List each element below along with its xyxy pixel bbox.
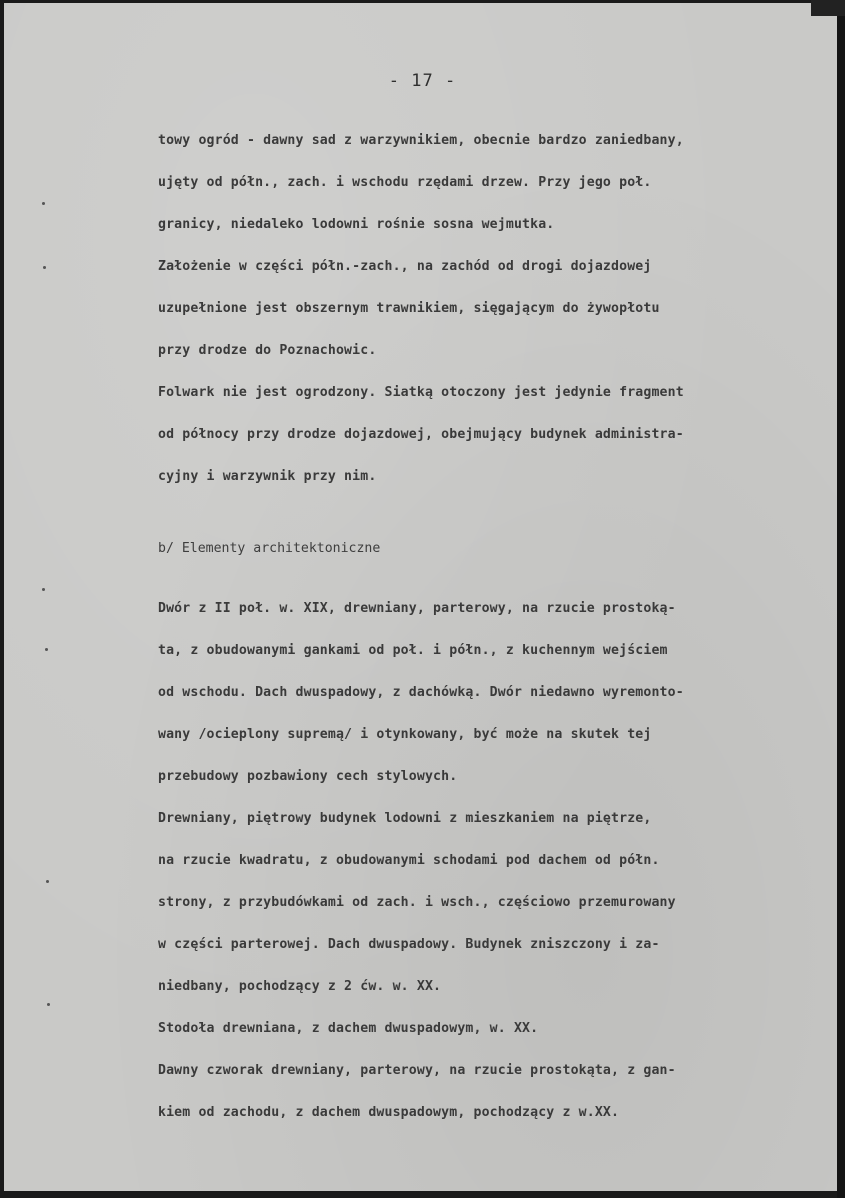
margin-dot bbox=[42, 202, 45, 205]
margin-dot bbox=[42, 588, 45, 591]
margin-dot bbox=[45, 648, 48, 651]
text-line: Folwark nie jest ogrodzony. Siatką otoczony jest jedynie fragment bbox=[158, 385, 684, 400]
text-line: Dwór z II poł. w. XIX, drewniany, parterowy, na rzucie prostoką- bbox=[158, 601, 676, 616]
text-line: Założenie w części półn.-zach., na zachód od drogi dojazdowej bbox=[158, 259, 652, 274]
scan-edge bbox=[837, 0, 845, 1198]
text-line: Dawny czworak drewniany, parterowy, na rzucie prostokąta, z gan- bbox=[158, 1063, 676, 1078]
text-line: od wschodu. Dach dwuspadowy, z dachówką. Dwór niedawno wyremonto- bbox=[158, 685, 684, 700]
margin-dot bbox=[46, 880, 49, 883]
text-line: przebudowy pozbawiony cech stylowych. bbox=[158, 769, 458, 784]
margin-dot bbox=[43, 266, 46, 269]
text-line: ta, z obudowanymi gankami od poł. i półn., z kuchennym wejściem bbox=[158, 643, 668, 658]
text-line: ujęty od półn., zach. i wschodu rzędami drzew. Przy jego poł. bbox=[158, 175, 652, 190]
scan-corner bbox=[811, 0, 845, 16]
section-1-text bbox=[158, 131, 838, 509]
text-line: towy ogród - dawny sad z warzywnikiem, obecnie bardzo zaniedbany, bbox=[158, 133, 684, 148]
text-line: strony, z przybudówkami od zach. i wsch., częściowo przemurowany bbox=[158, 895, 676, 910]
text-line: na rzucie kwadratu, z obudowanymi schodami pod dachem od półn. bbox=[158, 853, 660, 868]
page-number: - 17 - bbox=[388, 71, 457, 91]
margin-dot bbox=[47, 1003, 50, 1006]
text-line: wany /ocieplony supremą/ i otynkowany, być może na skutek tej bbox=[158, 727, 652, 742]
text-line: uzupełnione jest obszernym trawnikiem, sięgającym do żywopłotu bbox=[158, 301, 660, 316]
text-line: w części parterowej. Dach dwuspadowy. Budynek zniszczony i za- bbox=[158, 937, 660, 952]
text-line: przy drodze do Poznachowic. bbox=[158, 343, 377, 358]
text-line: od północy przy drodze dojazdowej, obejmujący budynek administra- bbox=[158, 427, 684, 442]
text-line: granicy, niedaleko lodowni rośnie sosna wejmutka. bbox=[158, 217, 555, 232]
text-line: kiem od zachodu, z dachem dwuspadowym, pochodzący z w.XX. bbox=[158, 1105, 620, 1120]
text-line: Stodoła drewniana, z dachem dwuspadowym, w. XX. bbox=[158, 1021, 539, 1036]
text-line: niedbany, pochodzący z 2 ćw. w. XX. bbox=[158, 979, 442, 994]
section-2-text bbox=[158, 599, 838, 1145]
section-heading: b/ Elementy architektoniczne bbox=[158, 541, 381, 556]
text-line: cyjny i warzywnik przy nim. bbox=[158, 469, 377, 484]
text-line: Drewniany, piętrowy budynek lodowni z mieszkaniem na piętrze, bbox=[158, 811, 652, 826]
